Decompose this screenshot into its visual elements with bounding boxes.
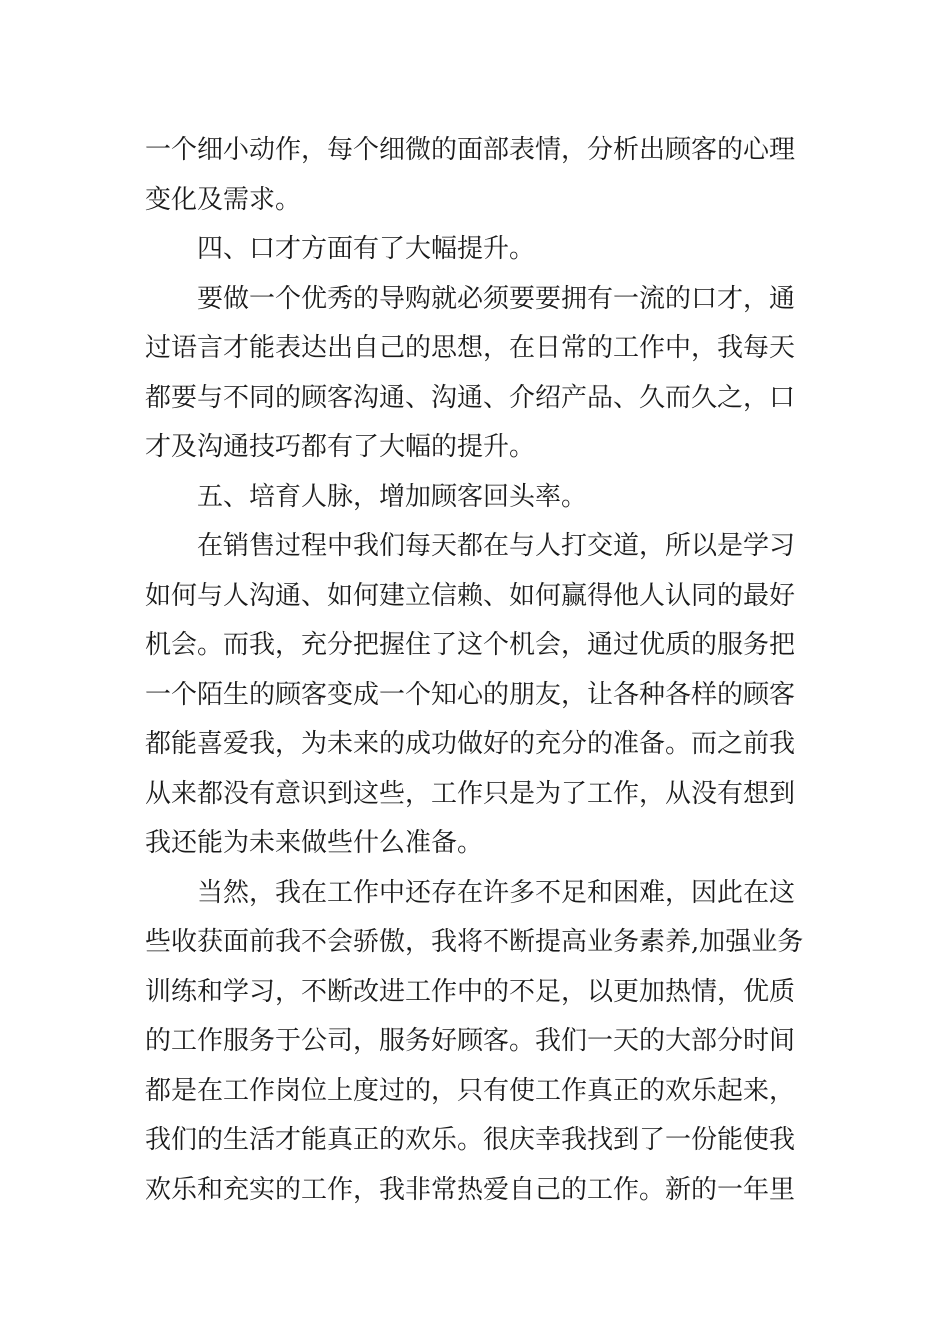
text-line: 变化及需求。 [145, 184, 302, 215]
text-line: 都是在工作岗位上度过的，只有使工作真正的欢乐起来， [145, 1075, 796, 1106]
text-line: 如何与人沟通、如何建立信赖、如何赢得他人认同的最好 [145, 580, 796, 611]
text-line: 机会。而我，充分把握住了这个机会，通过优质的服务把 [145, 630, 796, 660]
text-line: 一个细小动作，每个细微的面部表情，分析出顾客的心理 [145, 135, 796, 165]
text-line: 的工作服务于公司，服务好顾客。我们一天的大部分时间 [145, 1026, 796, 1056]
text-line: 欢乐和充实的工作，我非常热爱自己的工作。新的一年里 [145, 1174, 796, 1205]
text-line: 我们的生活才能真正的欢乐。很庆幸我找到了一份能使我 [145, 1125, 796, 1155]
text-line: 训练和学习，不断改进工作中的不足，以更加热情，优质 [145, 976, 796, 1007]
text-line: 从来都没有意识到这些，工作只是为了工作，从没有想到 [145, 778, 796, 809]
text-line: 都能喜爱我，为未来的成功做好的充分的准备。而之前我 [145, 729, 796, 759]
text-line: 当然，我在工作中还存在许多不足和困难，因此在这 [197, 877, 796, 908]
text-line: 一个陌生的顾客变成一个知心的朋友，让各种各样的顾客 [145, 679, 796, 710]
text-line: 都要与不同的顾客沟通、沟通、介绍产品、久而久之，口 [145, 382, 796, 413]
text-line: 要做一个优秀的导购就必须要要拥有一流的口才，通 [197, 283, 796, 314]
section-heading: 四、口才方面有了大幅提升。 [197, 234, 536, 264]
document-body [145, 126, 810, 1215]
section-heading: 五、培育人脉，增加顾客回头率。 [197, 481, 588, 512]
text-line: 才及沟通技巧都有了大幅的提升。 [145, 432, 536, 462]
text-line: 我还能为未来做些什么准备。 [145, 828, 484, 858]
text-line: 过语言才能表达出自己的思想，在日常的工作中，我每天 [145, 333, 796, 363]
text-line: 些收获面前我不会骄傲，我将不断提高业务素养,加强业务 [145, 927, 804, 957]
text-line: 在销售过程中我们每天都在与人打交道，所以是学习 [197, 531, 796, 561]
